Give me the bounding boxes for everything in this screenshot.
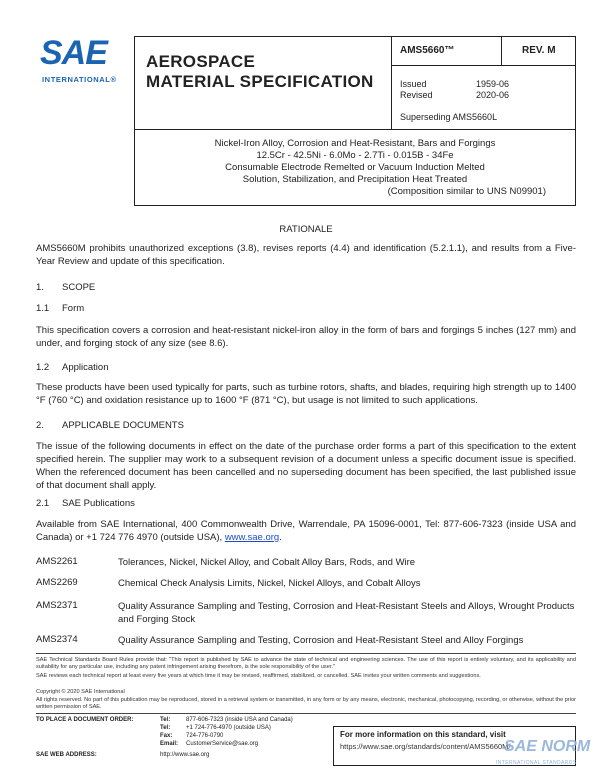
order-label: TO PLACE A DOCUMENT ORDER:: [36, 717, 134, 723]
ref-code: AMS2261: [36, 556, 78, 567]
title-block-line-1: Nickel-Iron Alloy, Corrosion and Heat-Resistant, Bars and Forgings: [214, 138, 496, 149]
title-line-1: AEROSPACE: [146, 52, 256, 71]
footer-review-text: SAE reviews each technical report at least every five years at which time it may be revised, reaffirmed, stabilized, or cancelled. SAE invites your written comments and suggestions.: [36, 673, 481, 679]
revision: REV. M: [522, 45, 556, 56]
section-1-2-text: These products have been used typically for parts, such as turbine rotors, shafts, and blades, requiring high strength up to 1400 °F (760 °C) and oxidation resistance up to 1600 °F (871 °C), but usage is not limited to such applications.: [36, 382, 576, 406]
tel-label: Tel:: [160, 717, 171, 723]
ref-code: AMS2371: [36, 600, 78, 611]
title-block-line-4: Solution, Stabilization, and Precipitation Heat Treated: [242, 174, 468, 185]
rationale-text: AMS5660M prohibits unauthorized exceptions (3.8), revises reports (4.4) and identification (5.2.1.1), and results from a Five-Year Review and update of this specification.: [36, 243, 576, 267]
section-1-number: 1.: [36, 282, 44, 293]
section-2-1-end: .: [279, 532, 282, 543]
footer-divider-2: [36, 713, 576, 714]
document-type-title: [146, 52, 374, 92]
tel-value: 877-606-7323 (inside USA and Canada): [186, 717, 293, 723]
revised-label: Revised: [400, 90, 433, 100]
fax-label: Fax:: [160, 733, 173, 739]
sae-website-link[interactable]: www.sae.org: [224, 532, 280, 543]
ref-desc: Chemical Check Analysis Limits, Nickel, Nickel Alloys, and Cobalt Alloys: [118, 578, 421, 589]
sae-logo-subtext: INTERNATIONAL®: [42, 75, 117, 84]
footer-rights-text: All rights reserved. No part of this publication may be reproduced, stored in a retrieval system or transmitted, in any form or by any means, electronic, mechanical, photocopying, recording, or otherwise, without the prior written permission of SAE.: [36, 697, 576, 711]
footer-rules-text: SAE Technical Standards Board Rules provide that: "This report is published by SAE to advance the state of technical and engineering sciences. The use of this report is entirely voluntary, and its applicability and suitability for any particular use, including any patent infringement arising therefrom, is the sole responsibility of the user.": [36, 657, 576, 671]
spec-number: AMS5660™: [400, 45, 455, 56]
fax-value: 724-776-0790: [186, 733, 224, 739]
title-block-line-3: Consumable Electrode Remelted or Vacuum Induction Melted: [225, 162, 485, 173]
section-1-title: SCOPE: [62, 282, 96, 293]
section-2-text: The issue of the following documents in effect on the date of the purchase order forms a part of this specification to the extent specified herein. The supplier may work to a subsequent revision of a document unless a specific document issue is specified. When the referenced document has been cancelled and no superseding document has been specified, the last published issue of that document shall apply.: [36, 441, 576, 491]
web-value[interactable]: http://www.sae.org: [160, 752, 210, 758]
section-1-1-text: This specification covers a corrosion and heat-resistant nickel-iron alloy in the form of bars and forgings 5 inches (127 mm) and under, and forging stock of any size (see 8.6).: [36, 325, 576, 349]
ref-code: AMS2269: [36, 577, 78, 588]
issued-label: Issued: [400, 79, 427, 89]
section-1-1-title: Form: [62, 303, 85, 314]
sae-logo: SAE: [40, 34, 107, 72]
email-value[interactable]: CustomerService@sae.org: [186, 741, 259, 747]
section-1-1-number: 1.1: [36, 303, 50, 314]
web-label: SAE WEB ADDRESS:: [36, 752, 97, 758]
tel2-label: Tel:: [160, 725, 171, 731]
footer-divider: [36, 653, 576, 654]
section-1-2-number: 1.2: [36, 362, 50, 373]
footer-copyright: Copyright © 2020 SAE International: [36, 689, 125, 695]
section-2-title: APPLICABLE DOCUMENTS: [62, 420, 184, 431]
section-1-2-title: Application: [62, 362, 109, 373]
ref-desc: Quality Assurance Sampling and Testing, Corrosion and Heat-Resistant Steel and Alloy Forgings: [118, 635, 524, 646]
watermark-logo: SAE NORM: [504, 738, 591, 755]
section-2-1-text: [36, 518, 576, 544]
ref-desc: Tolerances, Nickel, Nickel Alloy, and Cobalt Alloy Bars, Rods, and Wire: [118, 557, 416, 568]
title-block-line-2: 12.5Cr - 42.5Ni - 6.0Mo - 2.7Ti - 0.015B - 34Fe: [256, 150, 454, 161]
section-2-1-number: 2.1: [36, 498, 50, 509]
section-2-number: 2.: [36, 420, 44, 431]
title-block-line-5: (Composition similar to UNS N09901): [387, 186, 546, 197]
superseding: Superseding AMS5660L: [400, 112, 498, 122]
more-info-url[interactable]: https://www.sae.org/standards/content/AMS5660M/: [340, 742, 511, 751]
email-label: Email:: [160, 741, 179, 747]
watermark-subtext: INTERNATIONAL STANDARDS: [496, 760, 577, 766]
section-2-1-title: SAE Publications: [62, 498, 135, 509]
title-line-2: MATERIAL SPECIFICATION: [146, 72, 374, 91]
issued-value: 1959-06: [476, 79, 510, 89]
tel2-value: +1 724-776-4970 (outside USA): [186, 725, 271, 731]
revised-value: 2020-06: [476, 90, 510, 100]
rationale-heading: RATIONALE: [279, 224, 333, 235]
section-2-1-body: Available from SAE International, 400 Commonwealth Drive, Warrendale, PA 15096-0001, Tel: 877-606-7323 (inside USA and Canada) or +1 724 776 4970 (outside USA),: [36, 519, 576, 543]
ref-code: AMS2374: [36, 634, 78, 645]
ref-desc: Quality Assurance Sampling and Testing, Corrosion and Heat-Resistant Steels and Alloys, Wrought Products and Forging Stock: [118, 601, 575, 625]
more-info-title: For more information on this standard, visit: [340, 730, 506, 739]
